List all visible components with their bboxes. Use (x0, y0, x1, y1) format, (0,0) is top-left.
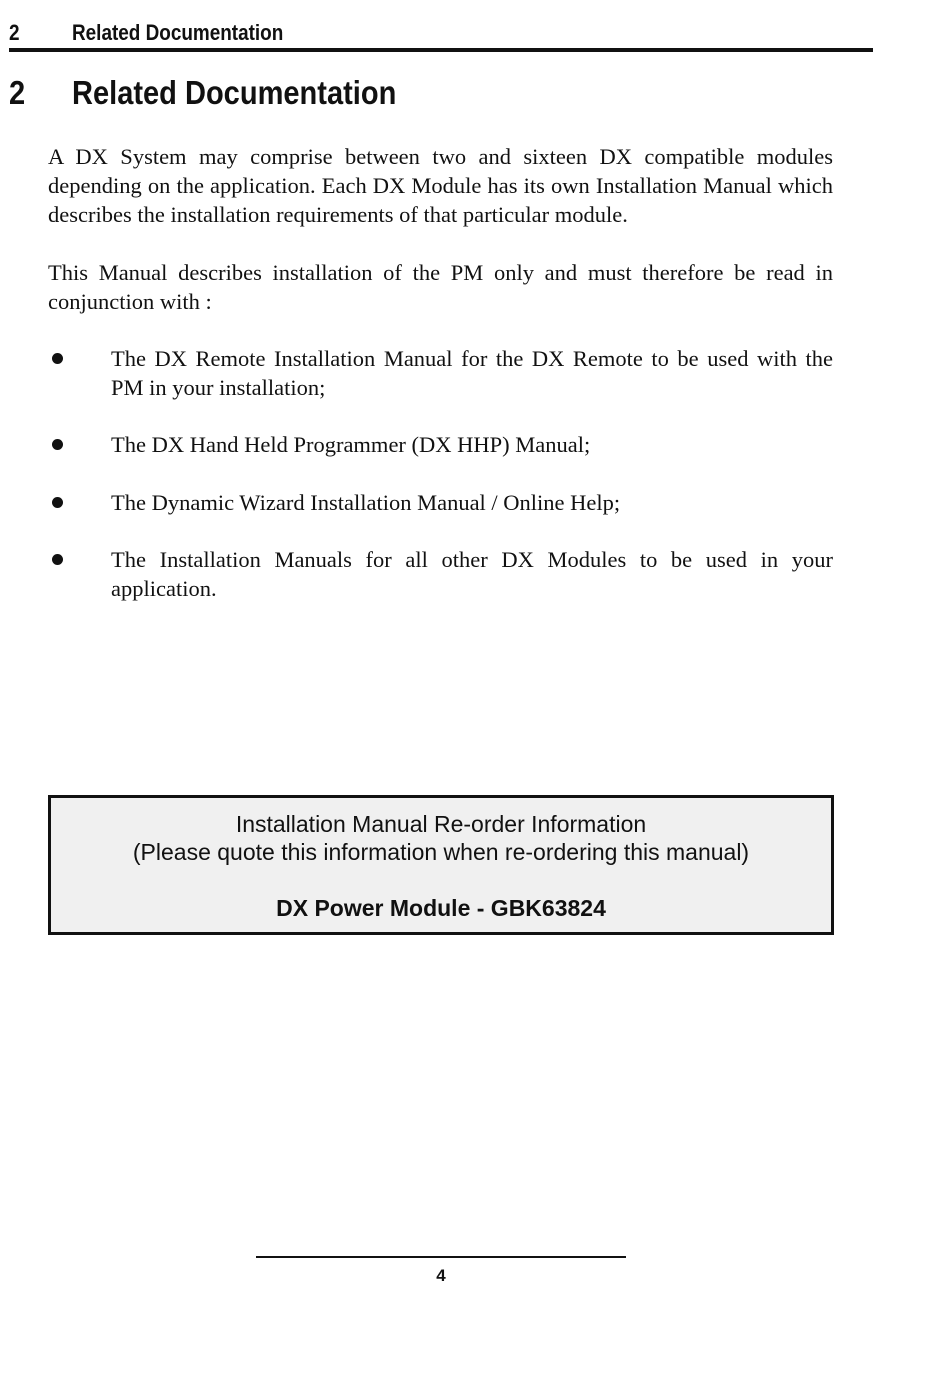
bullet-icon (52, 353, 63, 364)
section-number: 2 (9, 74, 26, 111)
list-item-text: The Installation Manuals for all other DX Modules to be used in your application. (111, 547, 833, 601)
bullet-icon (52, 439, 63, 450)
running-header (9, 18, 873, 52)
reorder-box-product-code: DX Power Module - GBK63824 (276, 895, 606, 921)
intro-paragraph: A DX System may comprise between two and sixteen DX compatible modules depending on the application. Each DX Module has its own Installation Manual which describes the installation requirements of that particular module. (48, 144, 833, 227)
section-title: Related Documentation (72, 74, 397, 111)
running-header-title: Related Documentation (72, 20, 284, 45)
reorder-box-instruction: (Please quote this information when re-ordering this manual) (132, 839, 750, 865)
conjunction-paragraph: This Manual describes installation of the PM only and must therefore be read in conjunction with : (48, 260, 833, 314)
reorder-info-box (48, 795, 834, 935)
page-number: 4 (436, 1266, 446, 1285)
running-header-section-number: 2 (9, 20, 20, 45)
bullet-icon (52, 554, 63, 565)
footer-rule (256, 1256, 626, 1258)
list-item-text: The Dynamic Wizard Installation Manual / Online Help; (111, 490, 621, 515)
bullet-icon (52, 497, 63, 508)
list-item-text: The DX Remote Installation Manual for the DX Remote to be used with the PM in your installation; (111, 346, 833, 400)
list-item-text: The DX Hand Held Programmer (DX HHP) Manual; (111, 432, 591, 457)
reorder-box-title: Installation Manual Re-order Information (235, 811, 647, 837)
